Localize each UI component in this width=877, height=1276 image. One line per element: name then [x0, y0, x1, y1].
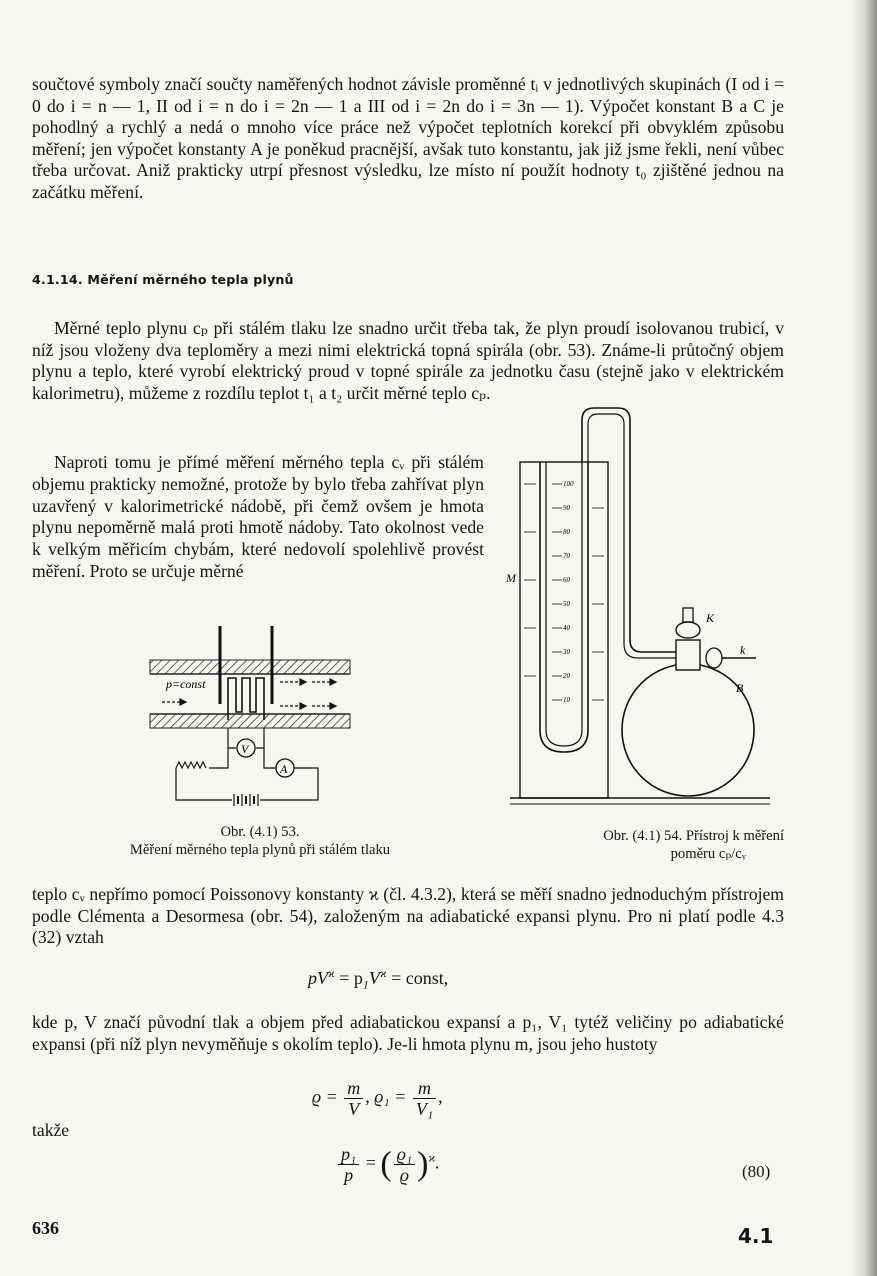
page-number: 636 — [32, 1218, 59, 1238]
paragraph-density: kde p, V značí původní tlak a objem před adiabatickou expansí a p₁, V₁ tytéž veličiny po adiabatické expansi (při níž plyn nevyměňuje s okolím teplo). Je-li hmota plynu m, jsou jeho hustoty — [32, 1012, 784, 1054]
figure-54-diagram — [500, 400, 780, 820]
scale-tick-label: 60 — [563, 576, 570, 584]
scale-tick-label: 40 — [563, 624, 570, 632]
scale-tick-label: 10 — [563, 696, 570, 704]
tube-wall-top — [150, 660, 350, 674]
rheostat — [176, 762, 206, 768]
label-pressure-const: p=const — [166, 677, 206, 691]
paragraph-poisson: teplo cᵥ nepřímo pomocí Poissonovy konstanty ϰ (čl. 4.3.2), která se měří snadno jednoduchým přístrojem podle Clémenta a Desormesa (obr. 54), založeným na adiabatické expansi plynu. Pro ni platí podle 4.3 (32) vztah — [32, 884, 784, 948]
label-tap-K: K — [706, 611, 715, 625]
formula-ratio: $\frac{\text{p₁}}{p}$ = ( $\frac{\text{ϱ₁}}{ϱ}$ )$^ϰ$. — [336, 1144, 440, 1185]
figure-54-caption-line1: Obr. (4.1) 54. Přístroj k měření — [603, 828, 784, 844]
scale-tick-label: 80 — [563, 528, 570, 536]
formula-adiabatic: $pV^ϰ = p_1V^ϰ$ = const, — [308, 966, 449, 992]
word-takze: takže — [32, 1120, 70, 1140]
svg-text:V: V — [241, 742, 249, 756]
svg-text:A: A — [280, 762, 288, 776]
scale-labels — [562, 480, 574, 704]
figure-53-diagram — [140, 622, 355, 812]
scale-ticks — [524, 484, 604, 700]
scale-tick-label: 20 — [563, 672, 570, 680]
tap-k — [706, 648, 722, 668]
paragraph-cv: Naproti tomu je přímé měření měrného tepla cᵥ při stálém objemu prakticky nemožné, protože by bylo třeba zahřívat plyn uzavřený v kalorimetrické nádobě, při čemž ovšem je hmota plynu nepoměrně malá proti hmotě nádoby. Tato okolnost vede k velkým měřicím chybám, které nedovolí spolehlivě provést měření. Proto se určuje měrné — [32, 452, 484, 581]
scale-tick-label: 70 — [563, 552, 570, 560]
tube-wall-bottom — [150, 714, 350, 728]
scale-tick-label: 90 — [563, 504, 570, 512]
figure-53-caption-text: Měření měrného tepla plynů při stálém tlaku — [129, 842, 391, 858]
scale-tick-label: 50 — [563, 600, 570, 608]
page-edge-shadow — [851, 0, 877, 1276]
paragraph-cp: Měrné teplo plynu cₚ při stálém tlaku lze snadno určit třeba tak, že plyn proudí isolovanou trubicí, v níž jsou vloženy dva teploměry a mezi nimi elektrická topná spirála (obr. 53). Známe-li průtočný objem plynu a teplo, které vyrobí elektrický proud v topné spirále za jednotku času (stejně jako v elektrickém kalorimetru), můžeme z rozdílu teplot t₁ a t₂ určit měrné teplo cₚ. — [32, 318, 784, 403]
scale-tick-label: 30 — [563, 648, 570, 656]
formula-density: ϱ = $\frac{m}{V}$ , ϱ₁ = $\frac{m}{\text{V₁}}$ , — [312, 1078, 443, 1119]
equation-number: (80) — [742, 1162, 771, 1181]
label-tap-k: k — [740, 643, 746, 657]
intro-paragraph: součtové symboly značí součty naměřených hodnot závisle proměnné tᵢ v jednotlivých skupinách (I od i = 0 do i = n — 1, II od i = n do i = 2n — 1 a III od i = 2n do i = 3n — 1). Výpočet konstant B a C je pohodlný a rychlý a nedá o mnoho více práce než výpočet teplotních korekcí při obvyklém způsobu měření; jen výpočet konstanty A je poněkud pracnější, avšak tuto konstantu, jak již jsme řekli, není vůbec třeba určovat. Aniž prakticky utrpí přesnost výsledku, lze místo ní použít hodnoty t₀ zjištěné jednou na začátku měření. — [32, 74, 784, 202]
label-bottle-B: B — [736, 681, 744, 695]
section-heading: 4.1.14. Měření měrného tepla plynů — [32, 272, 294, 287]
scale-tick-label: 100 — [563, 480, 574, 488]
figure-54-caption-line2: poměru cₚ/cᵥ — [670, 846, 746, 862]
section-mark: 4.1 — [738, 1224, 774, 1248]
connecting-tube — [582, 408, 676, 652]
battery — [234, 794, 258, 806]
figure-53-caption-number: Obr. (4.1) 53. — [220, 824, 300, 840]
bottle-B — [622, 664, 754, 796]
label-manometer-M: M — [506, 571, 516, 585]
tap-K — [676, 622, 700, 638]
